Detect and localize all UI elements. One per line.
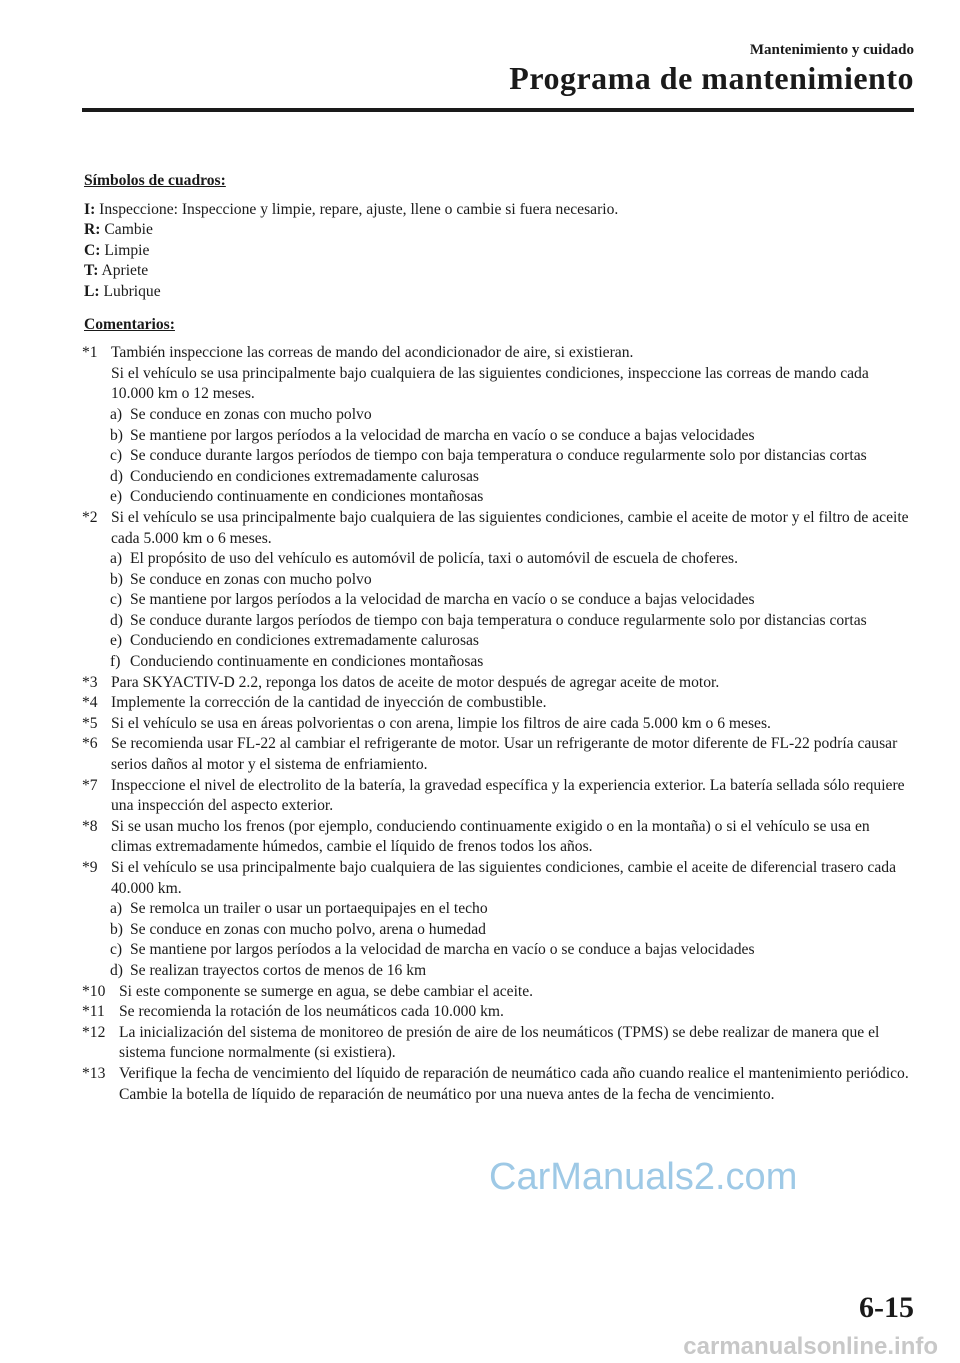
sub-item-text: Se mantiene por largos períodos a la velocidad de marcha en vacío o se conduce a bajas velocidades bbox=[130, 426, 755, 444]
sub-item-text: Se remolca un trailer o usar un portaequipajes en el techo bbox=[130, 900, 488, 918]
sub-item-label: b) bbox=[110, 426, 123, 444]
sub-item-text: El propósito de uso del vehículo es automóvil de policía, taxi o automóvil de escuela de choferes. bbox=[130, 550, 738, 568]
sub-item-label: c) bbox=[110, 591, 123, 609]
comment-note bbox=[84, 343, 914, 405]
comment-sub-item bbox=[84, 590, 914, 611]
sub-item-label: a) bbox=[110, 405, 123, 423]
comment-note bbox=[84, 776, 914, 817]
comment-number: *1 bbox=[82, 344, 98, 362]
comment-sub-item bbox=[84, 631, 914, 652]
sub-item-text: Conduciendo en condiciones extremadamente calurosas bbox=[130, 467, 480, 485]
comment-sub-item bbox=[84, 611, 914, 632]
comment-text: Se recomienda la rotación de los neumáticos cada 10.000 km. bbox=[119, 1003, 504, 1021]
sub-item-label: d) bbox=[110, 961, 123, 979]
sub-item-label: c) bbox=[110, 447, 123, 465]
comment-number: *3 bbox=[82, 673, 98, 691]
symbol-code: I: bbox=[84, 200, 96, 218]
comment-number: *11 bbox=[82, 1003, 105, 1021]
symbol-code: R: bbox=[84, 221, 101, 239]
sub-item-text: Se mantiene por largos períodos a la velocidad de marcha en vacío o se conduce a bajas velocidades bbox=[130, 941, 755, 959]
symbol-item bbox=[84, 220, 914, 241]
watermark-logo: CarManuals2.com bbox=[489, 1156, 798, 1198]
comment-text: Para SKYACTIV-D 2.2, reponga los datos de aceite de motor después de agregar aceite de motor. bbox=[111, 673, 720, 691]
comment-note bbox=[84, 858, 914, 899]
symbol-description: Cambie bbox=[100, 221, 153, 239]
page-title: Programa de mantenimiento bbox=[509, 60, 914, 96]
sub-item-text: Se conduce durante largos períodos de tiempo con baja temperatura o conduce regularmente solo por distancias cortas bbox=[130, 447, 867, 465]
symbol-description: Lubrique bbox=[99, 282, 161, 300]
symbol-item bbox=[84, 261, 914, 282]
symbol-item bbox=[84, 282, 914, 303]
comment-note bbox=[84, 1023, 914, 1064]
comment-note bbox=[84, 714, 914, 735]
symbol-description: Inspeccione: Inspeccione y limpie, repare, ajuste, llene o cambie si fuera necesario. bbox=[95, 200, 619, 218]
header-divider bbox=[82, 108, 914, 112]
sub-item-label: d) bbox=[110, 467, 123, 485]
sub-item-label: e) bbox=[110, 488, 123, 506]
comment-number: *13 bbox=[82, 1064, 106, 1082]
comment-text: Verifique la fecha de vencimiento del líquido de reparación de neumático cada año cuando realice el mantenimiento periódico. Cambie la botella de líquido de reparación de neumático por una nueva antes de la fecha de vencimiento. bbox=[119, 1064, 909, 1103]
sub-item-label: a) bbox=[110, 550, 123, 568]
comment-sub-item bbox=[84, 467, 914, 488]
symbols-heading: Símbolos de cuadros: bbox=[84, 172, 226, 189]
sub-item-text: Conduciendo continuamente en condiciones montañosas bbox=[130, 488, 484, 506]
sub-item-text: Se conduce en zonas con mucho polvo, arena o humedad bbox=[130, 920, 486, 938]
comment-text: Si el vehículo se usa principalmente bajo cualquiera de las siguientes condiciones, cambie el aceite de motor y el filtro de aceite cada 5.000 km o 6 meses. bbox=[111, 508, 909, 547]
comment-note bbox=[84, 734, 914, 775]
section-title: Mantenimiento y cuidado bbox=[749, 42, 914, 58]
sub-item-text: Conduciendo continuamente en condiciones montañosas bbox=[130, 653, 484, 671]
comments-heading: Comentarios: bbox=[84, 315, 175, 333]
comment-text: La inicialización del sistema de monitoreo de presión de aire de los neumáticos (TPMS) se debe realizar de manera que el sistema funcione normalmente (si existiera). bbox=[119, 1023, 880, 1062]
comment-note bbox=[84, 982, 914, 1003]
comment-sub-item bbox=[84, 652, 914, 673]
sub-item-text: Se mantiene por largos períodos a la velocidad de marcha en vacío o se conduce a bajas velocidades bbox=[130, 591, 755, 609]
comment-number: *7 bbox=[82, 776, 98, 794]
sub-item-label: e) bbox=[110, 632, 123, 650]
symbol-description: Limpie bbox=[100, 241, 150, 259]
symbol-item bbox=[84, 241, 914, 262]
symbol-code: L: bbox=[84, 282, 100, 300]
comment-number: *12 bbox=[82, 1023, 106, 1041]
comment-sub-item bbox=[84, 570, 914, 591]
comments-list bbox=[84, 343, 914, 1105]
sub-item-text: Conduciendo en condiciones extremadamente calurosas bbox=[130, 632, 480, 650]
symbols-list bbox=[84, 200, 914, 303]
comment-note bbox=[84, 693, 914, 714]
comment-sub-item bbox=[84, 487, 914, 508]
symbol-code: T: bbox=[84, 262, 99, 280]
comment-sub-item bbox=[84, 961, 914, 982]
footer-site-watermark: carmanualsonline.info bbox=[683, 1333, 938, 1360]
sub-item-label: b) bbox=[110, 920, 123, 938]
comment-text: Se recomienda usar FL-22 al cambiar el refrigerante de motor. Usar un refrigerante de motor diferente de FL-22 podría causar serios daños al motor y el sistema de enfriamiento. bbox=[111, 735, 898, 774]
comment-sub-item bbox=[84, 446, 914, 467]
symbol-code: C: bbox=[84, 241, 101, 259]
comment-note bbox=[84, 673, 914, 694]
sub-item-label: b) bbox=[110, 570, 123, 588]
sub-item-text: Se realizan trayectos cortos de menos de 16 km bbox=[130, 961, 427, 979]
comment-text: Si el vehículo se usa principalmente bajo cualquiera de las siguientes condiciones, inspeccione las correas de mando cada 10.000 km o 12 meses. bbox=[111, 364, 869, 403]
comment-number: *8 bbox=[82, 817, 98, 835]
comment-text: Si el vehículo se usa principalmente bajo cualquiera de las siguientes condiciones, cambie el aceite de diferencial trasero cada 40.000 km. bbox=[111, 859, 896, 897]
comment-text: Implemente la corrección de la cantidad de inyección de combustible. bbox=[111, 694, 547, 712]
comment-text: Si este componente se sumerge en agua, se debe cambiar el aceite. bbox=[119, 982, 534, 1000]
comment-number: *4 bbox=[82, 694, 98, 712]
comment-note bbox=[84, 817, 914, 858]
sub-item-text: Se conduce en zonas con mucho polvo bbox=[130, 405, 372, 423]
comment-text: También inspeccione las correas de mando del acondicionador de aire, si existieran. bbox=[111, 344, 634, 362]
sub-item-text: Se conduce en zonas con mucho polvo bbox=[130, 570, 372, 588]
comment-number: *5 bbox=[82, 714, 98, 732]
sub-item-text: Se conduce durante largos períodos de tiempo con baja temperatura o conduce regularmente solo por distancias cortas bbox=[130, 611, 867, 629]
comment-sub-item bbox=[84, 405, 914, 426]
comment-sub-item bbox=[84, 940, 914, 961]
comment-number: *6 bbox=[82, 735, 98, 753]
sub-item-label: c) bbox=[110, 941, 123, 959]
comment-note bbox=[84, 1064, 914, 1105]
comment-note bbox=[84, 508, 914, 549]
comment-number: *10 bbox=[82, 982, 106, 1000]
symbol-description: Apriete bbox=[98, 262, 149, 280]
comment-sub-item bbox=[84, 899, 914, 920]
comment-sub-item bbox=[84, 549, 914, 570]
comment-number: *9 bbox=[82, 859, 98, 876]
sub-item-label: d) bbox=[110, 611, 123, 629]
symbol-item bbox=[84, 200, 914, 221]
page-content bbox=[84, 171, 914, 1105]
comment-number: *2 bbox=[82, 508, 98, 526]
comment-text: Si el vehículo se usa en áreas polvorientas o con arena, limpie los filtros de aire cada 5.000 km o 6 meses. bbox=[111, 714, 771, 732]
sub-item-label: f) bbox=[110, 653, 121, 671]
sub-item-label: a) bbox=[110, 900, 123, 918]
comment-text: Inspeccione el nivel de electrolito de la batería, la gravedad específica y la experiencia exterior. La batería sellada sólo requiere una inspección del aspecto exterior. bbox=[111, 776, 905, 815]
comment-sub-item bbox=[84, 426, 914, 447]
comment-text: Si se usan mucho los frenos (por ejemplo, conduciendo continuamente exigido o en la montaña) o si el vehículo se usa en climas extremadamente húmedos, cambie el líquido de frenos todos los años. bbox=[111, 817, 870, 856]
comment-note bbox=[84, 1002, 914, 1023]
comment-sub-item bbox=[84, 920, 914, 941]
page-number: 6-15 bbox=[859, 1291, 914, 1324]
